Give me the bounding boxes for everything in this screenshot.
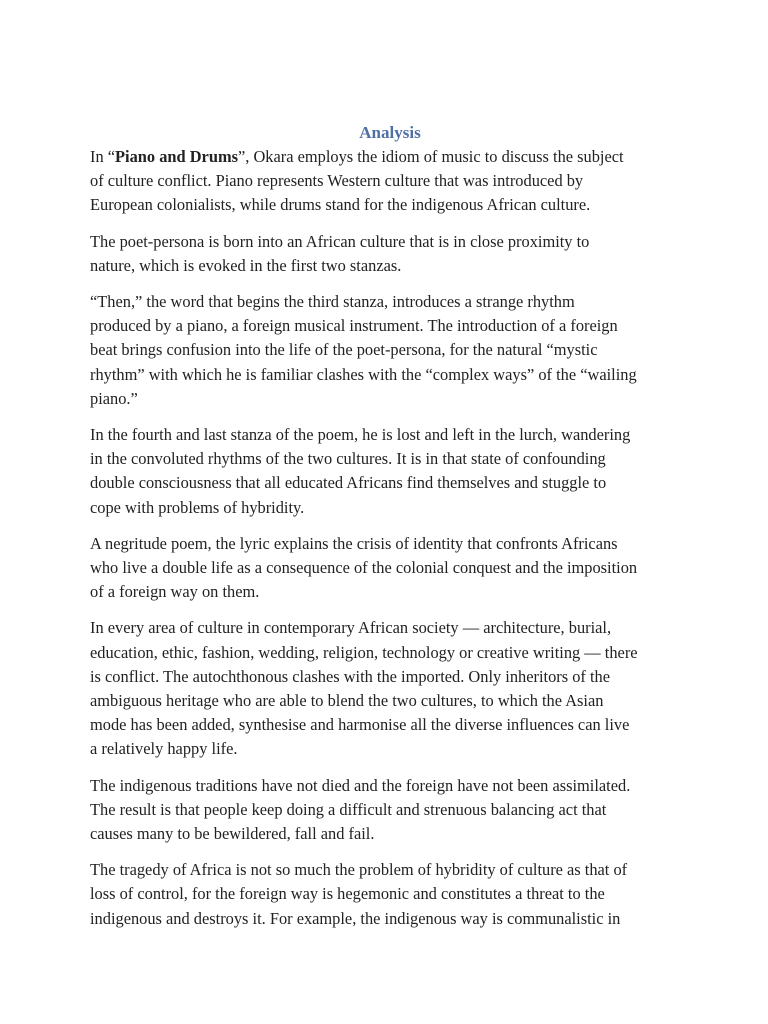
paragraph-line: mode has been added, synthesise and harmonise all the diverse influences can live [90, 715, 630, 735]
paragraph-line: In every area of culture in contemporary African society — architecture, burial, [90, 618, 612, 638]
poem-title: Piano and Drums [115, 147, 238, 166]
paragraph-line: produced by a piano, a foreign musical instrument. The introduction of a foreign [90, 316, 618, 336]
paragraph-line: education, ethic, fashion, wedding, religion, technology or creative writing — there [90, 642, 638, 662]
paragraph-line: indigenous and destroys it. For example, the indigenous way is communalistic in [90, 908, 621, 928]
paragraph-line: a relatively happy life. [90, 739, 238, 759]
paragraph-line: beat brings confusion into the life of the poet-persona, for the natural “mystic [90, 340, 598, 360]
intro-line: European colonialists, while drums stand for the indigenous African culture. [90, 195, 591, 215]
paragraph-line: The result is that people keep doing a difficult and strenuous balancing act that [90, 799, 607, 819]
paragraph-line: loss of control, for the foreign way is hegemonic and constitutes a threat to the [90, 884, 605, 904]
paragraph-line: causes many to be bewildered, fall and fail. [90, 824, 375, 844]
intro-paragraph [90, 145, 690, 218]
paragraph-line: In the fourth and last stanza of the poem, he is lost and left in the lurch, wandering [90, 425, 631, 445]
paragraph-line: of a foreign way on them. [90, 582, 260, 602]
body-paragraph [90, 423, 690, 520]
paragraph-line: ambiguous heritage who are able to blend the two cultures, to which the Asian [90, 691, 604, 711]
intro-prefix: In “ [90, 147, 116, 166]
paragraph-line: is conflict. The autochthonous clashes with the imported. Only inheritors of the [90, 666, 610, 686]
paragraph-line: The tragedy of Africa is not so much the problem of hybridity of culture as that of [90, 860, 628, 880]
document-body [90, 121, 690, 943]
body-paragraph [90, 616, 690, 761]
intro-line: ”, Okara employs the idiom of music to discuss the subject [238, 147, 624, 166]
body-paragraph [90, 858, 690, 931]
paragraph-line: in the convoluted rhythms of the two cultures. It is in that state of confounding [90, 449, 606, 469]
paragraph-line: “Then,” the word that begins the third stanza, introduces a strange rhythm [90, 292, 575, 312]
paragraph-line: The poet-persona is born into an African culture that is in close proximity to [90, 231, 590, 251]
body-paragraph [90, 774, 690, 847]
paragraph-line: rhythm” with which he is familiar clashes with the “complex ways” of the “wailing [90, 364, 637, 384]
section-heading: Analysis [359, 123, 421, 142]
body-paragraph [90, 230, 690, 278]
paragraph-list [90, 230, 690, 931]
paragraph-line: A negritude poem, the lyric explains the crisis of identity that confronts Africans [90, 533, 618, 553]
body-paragraph [90, 290, 690, 411]
body-paragraph [90, 532, 690, 605]
paragraph-line: nature, which is evoked in the first two stanzas. [90, 255, 402, 275]
paragraph-line: cope with problems of hybridity. [90, 497, 305, 517]
paragraph-line: double consciousness that all educated Africans find themselves and stuggle to [90, 473, 607, 493]
paragraph-line: The indigenous traditions have not died and the foreign have not been assimilated. [90, 775, 631, 795]
paragraph-line: piano.” [90, 388, 138, 408]
paragraph-line: who live a double life as a consequence of the colonial conquest and the imposition [90, 558, 638, 578]
intro-line: of culture conflict. Piano represents Western culture that was introduced by [90, 171, 584, 191]
